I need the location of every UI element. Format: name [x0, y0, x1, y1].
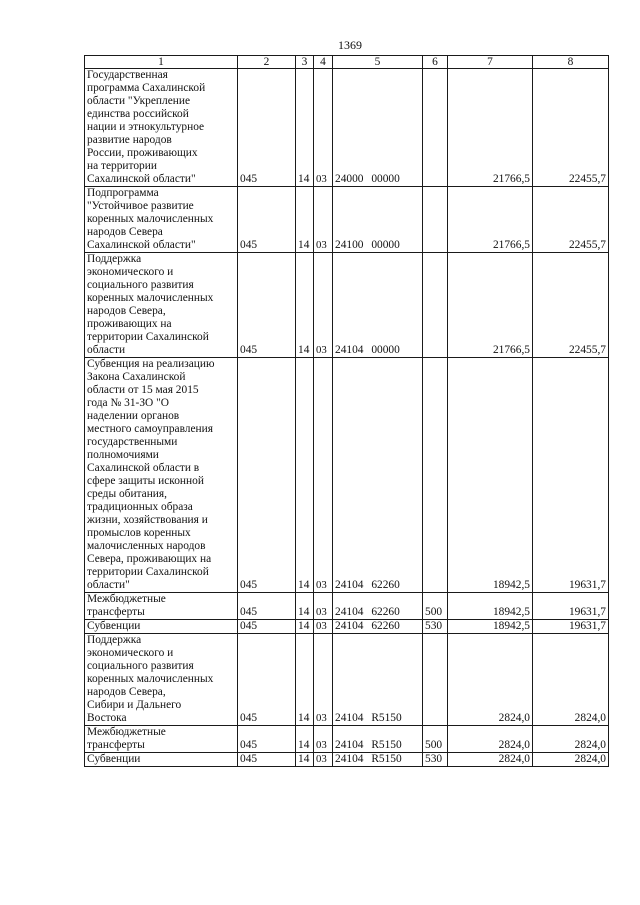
description-line: коренных малочисленных: [87, 292, 214, 304]
description-line: территории Сахалинской: [87, 566, 209, 578]
ministry-code-cell: 045: [238, 753, 296, 767]
description-line: Субвенции: [87, 753, 141, 765]
ministry-code-cell: 045: [238, 69, 296, 187]
ministry-code-cell: 045: [238, 726, 296, 753]
target-article-cell: 24000 00000: [333, 69, 423, 187]
amount-year2-cell: 22455,7: [533, 187, 609, 253]
section-code-cell: 14: [296, 753, 314, 767]
ministry-code-cell: 045: [238, 593, 296, 620]
description-line: Сахалинской области": [87, 239, 196, 251]
amount-year1-cell: 21766,5: [448, 253, 533, 358]
description-line: проживающих на: [87, 318, 172, 330]
description-line: "Устойчивое развитие: [87, 200, 194, 212]
ministry-code-cell: 045: [238, 620, 296, 634]
description-line: области от 15 мая 2015: [87, 384, 199, 396]
section-code-cell: 14: [296, 253, 314, 358]
subsection-code-cell: 03: [314, 620, 333, 634]
amount-year2-cell: 19631,7: [533, 620, 609, 634]
header-cell: 1: [85, 56, 238, 69]
expense-type-cell: 530: [423, 753, 448, 767]
ministry-code-cell: 045: [238, 634, 296, 726]
row-description: [85, 253, 238, 358]
description-line: Межбюджетные: [87, 593, 166, 605]
description-line: трансферты: [87, 739, 145, 751]
row-description: [85, 634, 238, 726]
row-description: [85, 593, 238, 620]
description-line: местного самоуправления: [87, 423, 213, 435]
expense-type-cell: 500: [423, 726, 448, 753]
description-line: промыслов коренных: [87, 527, 191, 539]
description-line: области "Укрепление: [87, 95, 191, 107]
ministry-code-cell: 045: [238, 187, 296, 253]
amount-year2-cell: 2824,0: [533, 753, 609, 767]
amount-year1-cell: 18942,5: [448, 358, 533, 593]
budget-table: [84, 55, 609, 767]
description-line: нации и этнокультурное: [87, 121, 205, 133]
description-line: социального развития: [87, 279, 194, 291]
table-row: [85, 593, 609, 620]
description-line: малочисленных народов: [87, 540, 206, 552]
description-line: полномочиями: [87, 449, 159, 461]
section-code-cell: 14: [296, 69, 314, 187]
page-number: 1369: [338, 38, 362, 52]
amount-year2-cell: 19631,7: [533, 593, 609, 620]
description-line: наделении органов: [87, 410, 180, 422]
description-line: народов Севера,: [87, 686, 166, 698]
header-cell: 6: [423, 56, 448, 69]
amount-year1-cell: 2824,0: [448, 634, 533, 726]
row-description: [85, 753, 238, 767]
amount-year1-cell: 18942,5: [448, 620, 533, 634]
description-line: народов Севера,: [87, 305, 166, 317]
expense-type-cell: [423, 187, 448, 253]
section-code-cell: 14: [296, 593, 314, 620]
subsection-code-cell: 03: [314, 69, 333, 187]
expense-type-cell: [423, 358, 448, 593]
subsection-code-cell: 03: [314, 753, 333, 767]
table-row: [85, 69, 609, 187]
description-line: России, проживающих: [87, 147, 198, 159]
target-article-cell: 24104 62260: [333, 358, 423, 593]
section-code-cell: 14: [296, 620, 314, 634]
table-row: [85, 726, 609, 753]
subsection-code-cell: 03: [314, 253, 333, 358]
table-row: [85, 358, 609, 593]
description-line: традиционных образа: [87, 501, 193, 513]
row-description: [85, 358, 238, 593]
description-line: Межбюджетные: [87, 726, 166, 738]
description-line: среды обитания,: [87, 488, 167, 500]
description-line: области: [87, 344, 126, 356]
description-line: Сахалинской области": [87, 173, 196, 185]
table-row: [85, 634, 609, 726]
expense-type-cell: 500: [423, 593, 448, 620]
subsection-code-cell: 03: [314, 726, 333, 753]
description-line: Подпрограмма: [87, 187, 159, 199]
description-line: на территории: [87, 160, 157, 172]
section-code-cell: 14: [296, 634, 314, 726]
header-cell: 2: [238, 56, 296, 69]
description-line: Закона Сахалинской: [87, 371, 186, 383]
target-article-cell: 24104 R5150: [333, 726, 423, 753]
expense-type-cell: 530: [423, 620, 448, 634]
header-cell: 8: [533, 56, 609, 69]
description-line: Сахалинской области в: [87, 462, 200, 474]
ministry-code-cell: 045: [238, 253, 296, 358]
description-line: программа Сахалинской: [87, 82, 206, 94]
row-description: [85, 726, 238, 753]
expense-type-cell: [423, 69, 448, 187]
description-line: единства российской: [87, 108, 189, 120]
description-line: Севера, проживающих на: [87, 553, 212, 565]
amount-year2-cell: 2824,0: [533, 726, 609, 753]
description-line: жизни, хозяйствования и: [87, 514, 208, 526]
description-line: коренных малочисленных: [87, 673, 214, 685]
header-cell: 7: [448, 56, 533, 69]
description-line: года № 31-ЗО "О: [87, 397, 170, 409]
description-line: экономического и: [87, 647, 174, 659]
description-line: экономического и: [87, 266, 174, 278]
target-article-cell: 24104 62260: [333, 620, 423, 634]
description-line: трансферты: [87, 606, 145, 618]
header-cell: 3: [296, 56, 314, 69]
amount-year1-cell: 18942,5: [448, 593, 533, 620]
amount-year2-cell: 22455,7: [533, 69, 609, 187]
description-line: социального развития: [87, 660, 194, 672]
table-row: [85, 620, 609, 634]
description-line: государственными: [87, 436, 178, 448]
description-line: Поддержка: [87, 253, 142, 265]
description-line: развитие народов: [87, 134, 172, 146]
amount-year1-cell: 21766,5: [448, 187, 533, 253]
section-code-cell: 14: [296, 726, 314, 753]
description-line: области": [87, 579, 130, 591]
row-description: [85, 69, 238, 187]
table-row: [85, 187, 609, 253]
description-line: коренных малочисленных: [87, 213, 214, 225]
amount-year1-cell: 21766,5: [448, 69, 533, 187]
header-cell: 4: [314, 56, 333, 69]
row-description: [85, 187, 238, 253]
amount-year1-cell: 2824,0: [448, 753, 533, 767]
section-code-cell: 14: [296, 358, 314, 593]
description-line: Субвенция на реализацию: [87, 358, 215, 370]
description-line: территории Сахалинской: [87, 331, 209, 343]
table-row: [85, 753, 609, 767]
description-line: Государственная: [87, 69, 168, 81]
description-line: народов Севера: [87, 226, 163, 238]
amount-year1-cell: 2824,0: [448, 726, 533, 753]
ministry-code-cell: 045: [238, 358, 296, 593]
subsection-code-cell: 03: [314, 634, 333, 726]
description-line: Сибири и Дальнего: [87, 699, 182, 711]
table-row: [85, 253, 609, 358]
header-row: [85, 56, 609, 69]
expense-type-cell: [423, 634, 448, 726]
amount-year2-cell: 2824,0: [533, 634, 609, 726]
target-article-cell: 24104 00000: [333, 253, 423, 358]
amount-year2-cell: 19631,7: [533, 358, 609, 593]
description-line: Поддержка: [87, 634, 142, 646]
target-article-cell: 24100 00000: [333, 187, 423, 253]
row-description: [85, 620, 238, 634]
section-code-cell: 14: [296, 187, 314, 253]
header-cell: 5: [333, 56, 423, 69]
subsection-code-cell: 03: [314, 593, 333, 620]
description-line: Востока: [87, 712, 127, 724]
description-line: Субвенции: [87, 620, 141, 632]
description-line: сфере защиты исконной: [87, 475, 204, 487]
amount-year2-cell: 22455,7: [533, 253, 609, 358]
subsection-code-cell: 03: [314, 358, 333, 593]
target-article-cell: 24104 R5150: [333, 753, 423, 767]
subsection-code-cell: 03: [314, 187, 333, 253]
expense-type-cell: [423, 253, 448, 358]
target-article-cell: 24104 62260: [333, 593, 423, 620]
target-article-cell: 24104 R5150: [333, 634, 423, 726]
